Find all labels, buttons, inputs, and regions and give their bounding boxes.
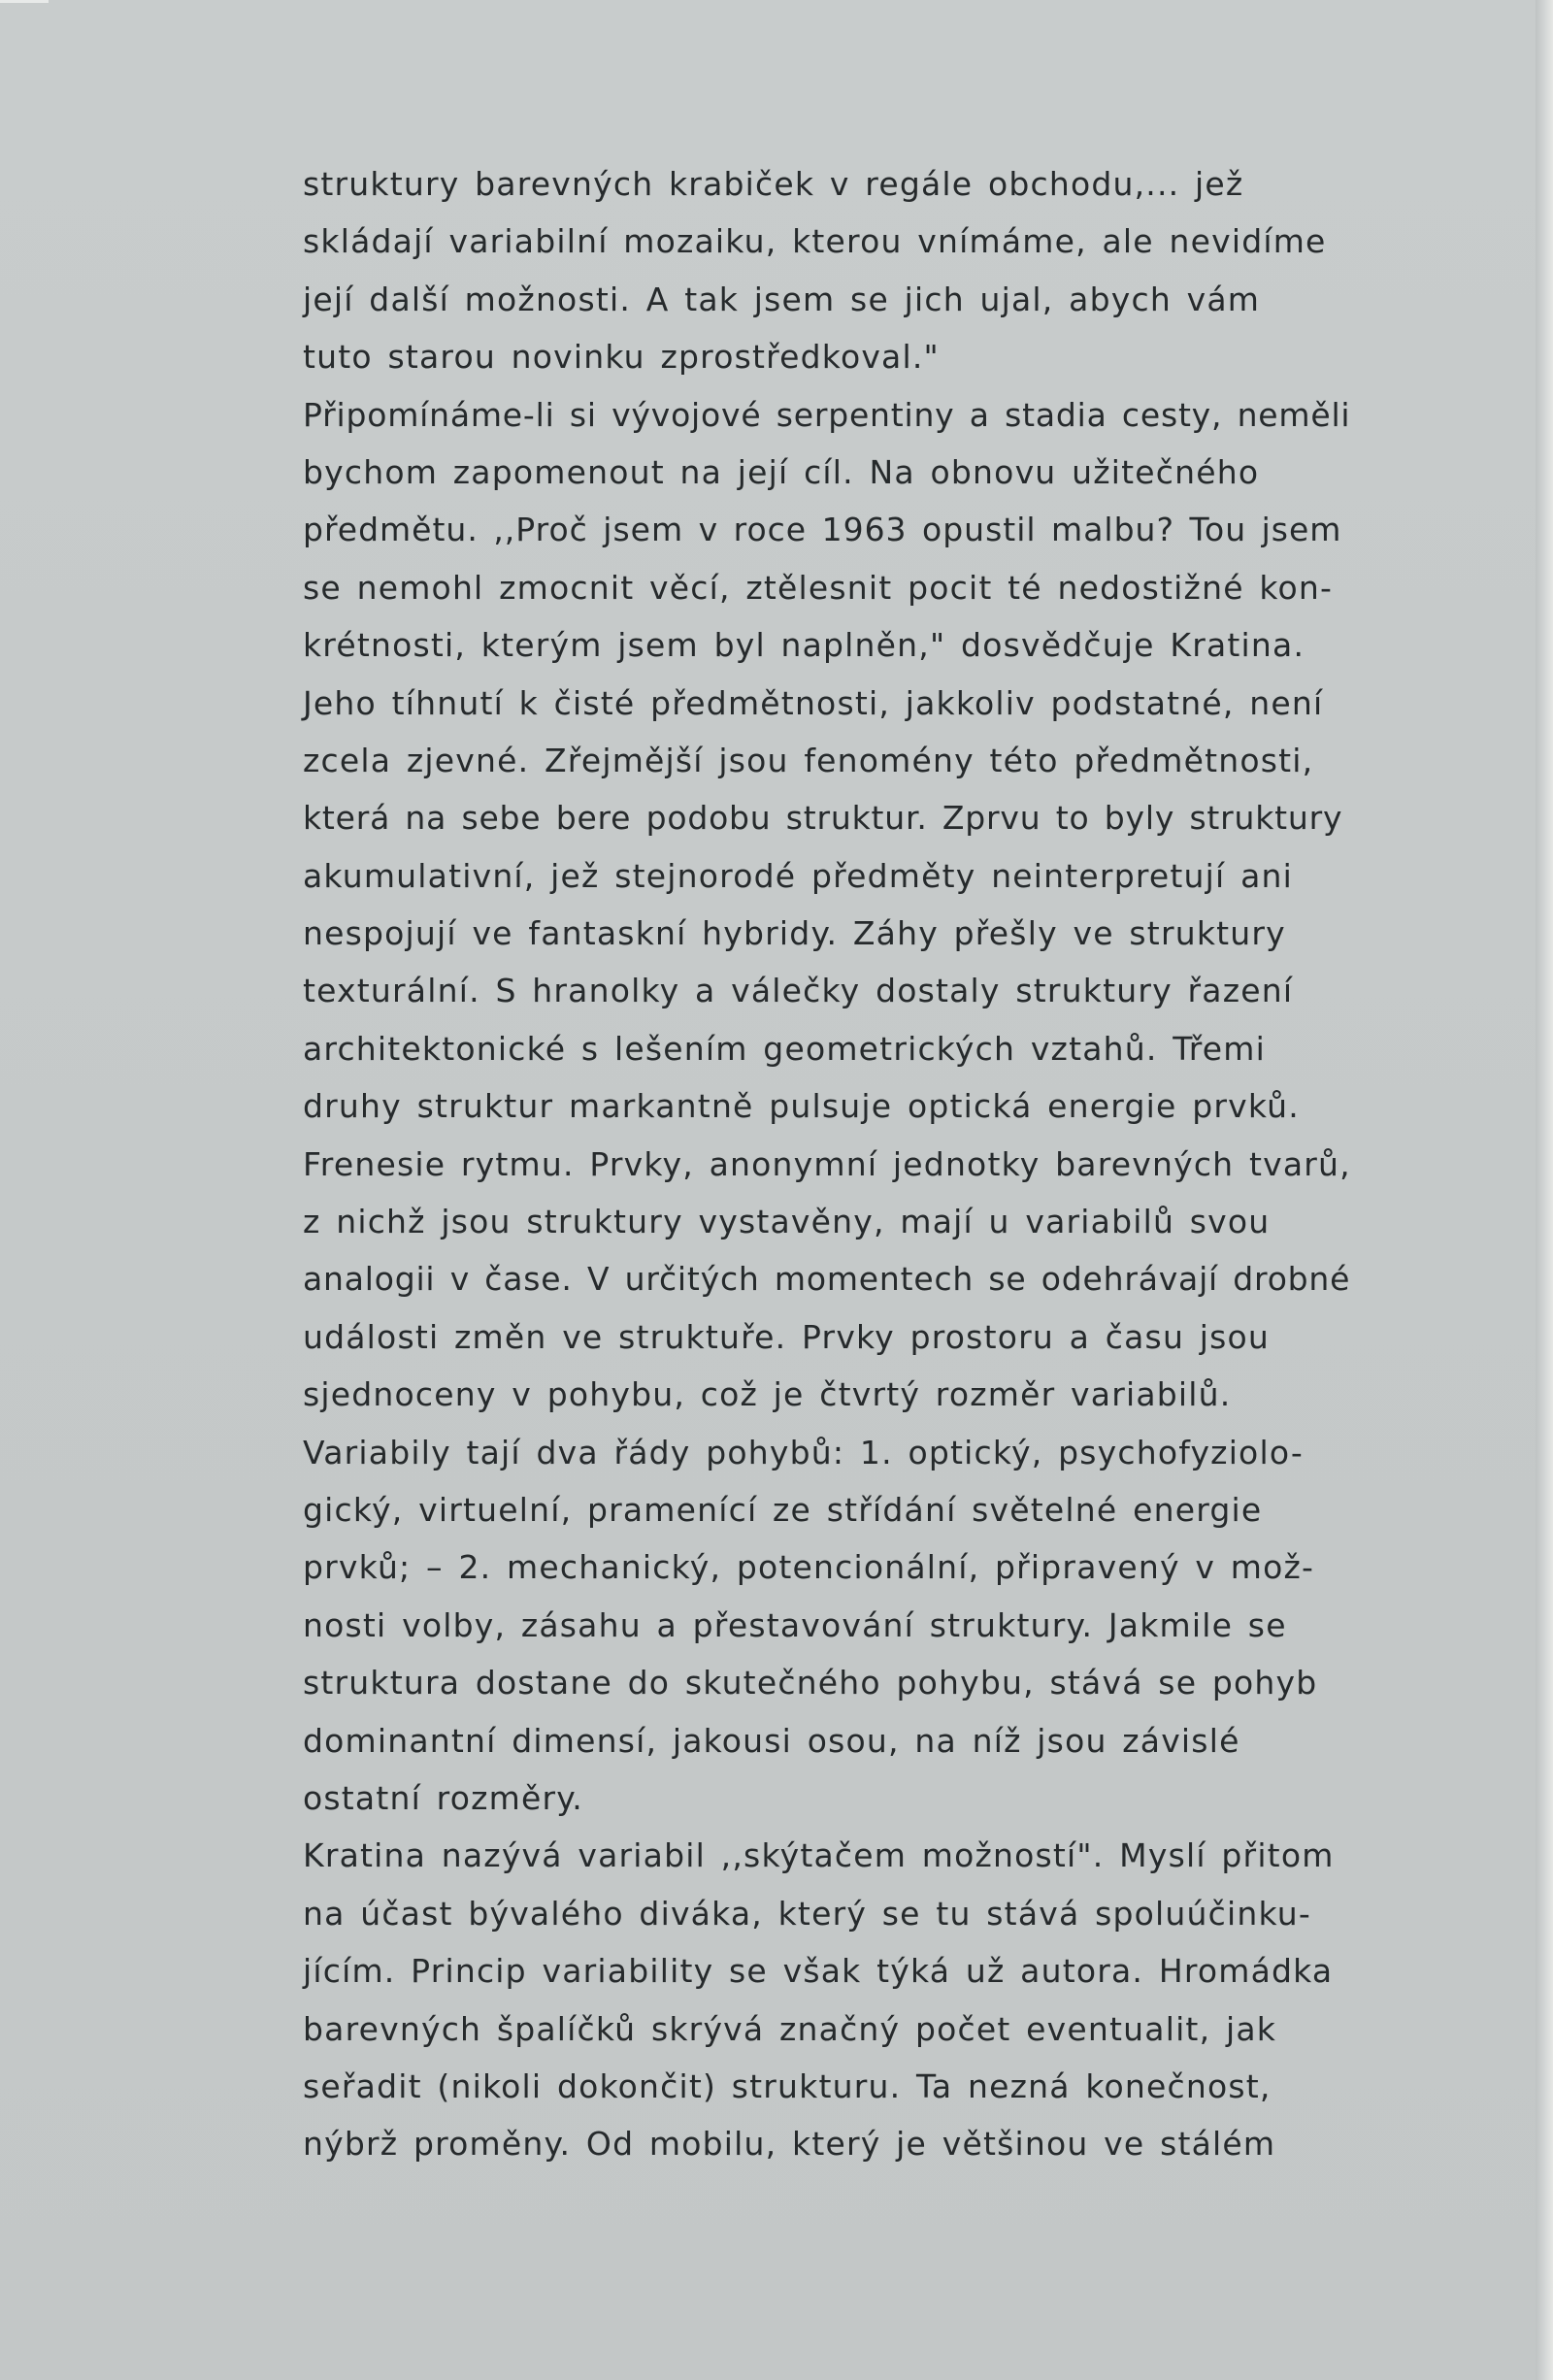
text-line: analogii v čase. V určitých momentech se odehrávají drobné (303, 1260, 1351, 1299)
text-line: nýbrž proměny. Od mobilu, který je většinou ve stálém (303, 2125, 1276, 2164)
body-text (303, 155, 1351, 2173)
page-corner-mark (0, 0, 49, 3)
text-line: Připomínáme-li si vývojové serpentiny a stadia cesty, neměli (303, 395, 1351, 434)
text-line: zcela zjevné. Zřejmější jsou fenomény této předmětnosti, (303, 741, 1314, 779)
text-line: dominantní dimensí, jakousi osou, na níž jsou závislé (303, 1721, 1240, 1760)
text-line: bychom zapomenout na její cíl. Na obnovu užitečného (303, 452, 1260, 491)
text-line: architektonické s lešením geometrických vztahů. Třemi (303, 1029, 1267, 1068)
text-line: barevných špalíčků skrývá značný počet eventualit, jak (303, 2009, 1277, 2048)
text-line: Kratina nazývá variabil ,,skýtačem možností". Myslí přitom (303, 1836, 1335, 1875)
text-line: struktura dostane do skutečného pohybu, stává se pohyb (303, 1664, 1318, 1702)
text-line: předmětu. ,,Proč jsem v roce 1963 opustil malbu? Tou jsem (303, 511, 1342, 549)
text-line: události změn ve struktuře. Prvky prostoru a času jsou (303, 1317, 1271, 1356)
text-line: akumulativní, jež stejnorodé předměty neinterpretují ani (303, 856, 1293, 895)
text-line: tuto starou novinku zprostředkoval." (303, 338, 940, 377)
text-line: nosti volby, zásahu a přestavování struktury. Jakmile se (303, 1605, 1287, 1644)
text-line: z nichž jsou struktury vystavěny, mají u variabilů svou (303, 1203, 1271, 1241)
text-line: texturální. S hranolky a válečky dostaly struktury řazení (303, 972, 1294, 1010)
text-line: druhy struktur markantně pulsuje optická energie prvků. (303, 1087, 1300, 1126)
text-line: ostatní rozměry. (303, 1778, 583, 1817)
text-line: Frenesie rytmu. Prvky, anonymní jednotky barevných tvarů, (303, 1144, 1351, 1183)
text-line: nespojují ve fantaskní hybridy. Záhy přešly ve struktury (303, 914, 1286, 953)
text-line: seřadit (nikoli dokončit) strukturu. Ta nezná konečnost, (303, 2066, 1272, 2105)
text-line: Variabily tají dva řády pohybů: 1. optický, psychofyziolo- (303, 1433, 1304, 1471)
text-line: gický, virtuelní, pramenící ze střídání světelné energie (303, 1490, 1263, 1529)
text-line: struktury barevných krabiček v regále obchodu,... jež (303, 165, 1244, 203)
page-edge (1536, 0, 1553, 2380)
text-line: prvků; – 2. mechanický, potencionální, připravený v mož- (303, 1548, 1315, 1587)
text-line: skládají variabilní mozaiku, kterou vnímáme, ale nevidíme (303, 222, 1327, 261)
text-line: na účast bývalého diváka, který se tu stává spoluúčinku- (303, 1894, 1311, 1933)
text-line: její další možnosti. A tak jsem se jich ujal, abych vám (303, 280, 1261, 318)
text-line: krétnosti, kterým jsem byl naplněn," dosvědčuje Kratina. (303, 626, 1305, 665)
text-line: Jeho tíhnutí k čisté předmětnosti, jakkoliv podstatné, není (303, 683, 1324, 722)
text-line: která na sebe bere podobu struktur. Zprvu to byly struktury (303, 799, 1343, 838)
text-line: sjednoceny v pohybu, což je čtvrtý rozměr variabilů. (303, 1375, 1232, 1414)
text-line: se nemohl zmocnit věcí, ztělesnit pocit té nedostižné kon- (303, 568, 1334, 607)
text-line: jícím. Princip variability se však týká už autora. Hromádka (303, 1952, 1334, 1991)
